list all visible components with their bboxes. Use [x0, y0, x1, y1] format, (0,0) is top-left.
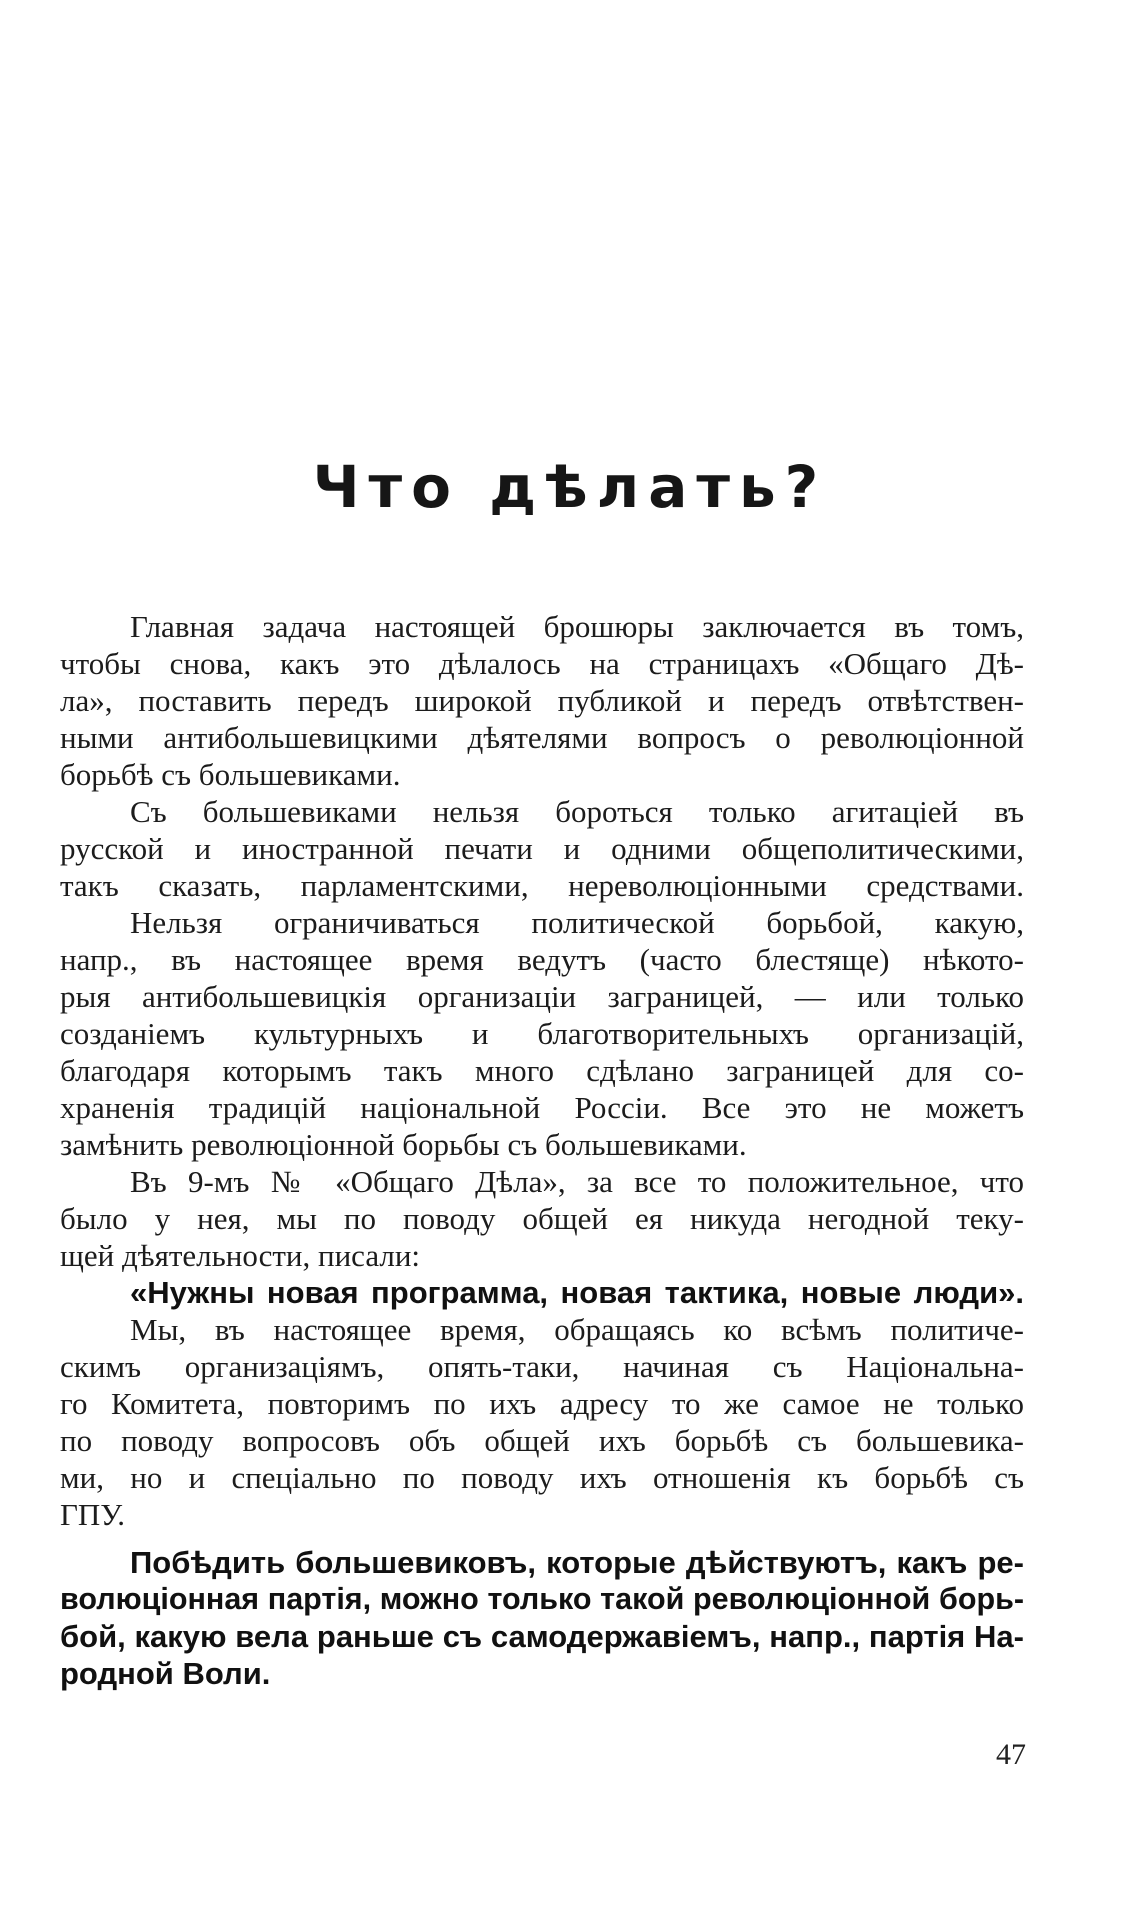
text-line: храненія традицій національной Россіи. Все это не можетъ	[60, 1090, 1024, 1125]
text-line: Въ 9-мъ № «Общаго Дѣла», за все то положительное, что	[130, 1164, 1024, 1199]
body-text	[60, 608, 1024, 1692]
text-line: го Комитета, повторимъ по ихъ адресу то же самое не только	[60, 1386, 1024, 1421]
text-line: такъ сказать, парламентскими, нереволюціонными средствами.	[60, 868, 1024, 903]
text-line: ГПУ.	[60, 1497, 125, 1532]
text-line: ла», поставить передъ широкой публикой и передъ отвѣтствен-	[60, 683, 1024, 718]
bold-text-line: волюціонная партія, можно только такой революціонной борь-	[60, 1582, 1024, 1616]
bold-text-line: родной Воли.	[60, 1656, 271, 1691]
text-line: рыя антибольшевицкія организаціи заграницей, — или только	[60, 979, 1024, 1014]
text-line: борьбѣ съ большевиками.	[60, 757, 401, 792]
text-line: Мы, въ настоящее время, обращаясь ко всѣмъ политиче-	[130, 1312, 1024, 1347]
paragraph-gap	[60, 1533, 1024, 1544]
bold-text-line: Побѣдить большевиковъ, которые дѣйствуютъ, какъ ре-	[130, 1545, 1024, 1580]
text-line: напр., въ настоящее время ведутъ (часто блестяще) нѣкото-	[60, 942, 1024, 977]
quote-line: «Нужны новая программа, новая тактика, новые люди».	[130, 1275, 1024, 1310]
text-line: скимъ организаціямъ, опять-таки, начиная съ Національна-	[60, 1349, 1024, 1384]
text-line: созданіемъ культурныхъ и благотворительныхъ организацій,	[60, 1016, 1024, 1051]
text-line: щей дѣятельности, писали:	[60, 1238, 421, 1273]
text-line: ми, но и спеціально по поводу ихъ отношенія къ борьбѣ съ	[60, 1460, 1024, 1495]
page-number: 47	[996, 1738, 1026, 1771]
bold-text-line: бой, какую вела раньше съ самодержавіемъ, напр., партія На-	[60, 1619, 1024, 1654]
text-line: благодаря которымъ такъ много сдѣлано заграницей для со-	[60, 1053, 1024, 1088]
chapter-title: Что дѣлать?	[312, 453, 828, 521]
text-line: чтобы снова, какъ это дѣлалось на страницахъ «Общаго Дѣ-	[60, 646, 1024, 681]
text-line: русской и иностранной печати и одними общеполитическими,	[60, 831, 1024, 866]
text-line: по поводу вопросовъ объ общей ихъ борьбѣ съ большевика-	[60, 1423, 1024, 1458]
text-line: Съ большевиками нельзя бороться только агитаціей въ	[130, 794, 1024, 829]
text-line: было у нея, мы по поводу общей ея никуда негодной теку-	[60, 1201, 1024, 1236]
text-line: Главная задача настоящей брошюры заключается въ томъ,	[130, 609, 1024, 644]
text-line: замѣнить революціонной борьбы съ большевиками.	[60, 1127, 747, 1162]
text-line: ными антибольшевицкими дѣятелями вопросъ о революціонной	[60, 720, 1024, 755]
text-line: Нельзя ограничиваться политической борьбой, какую,	[130, 905, 1024, 940]
